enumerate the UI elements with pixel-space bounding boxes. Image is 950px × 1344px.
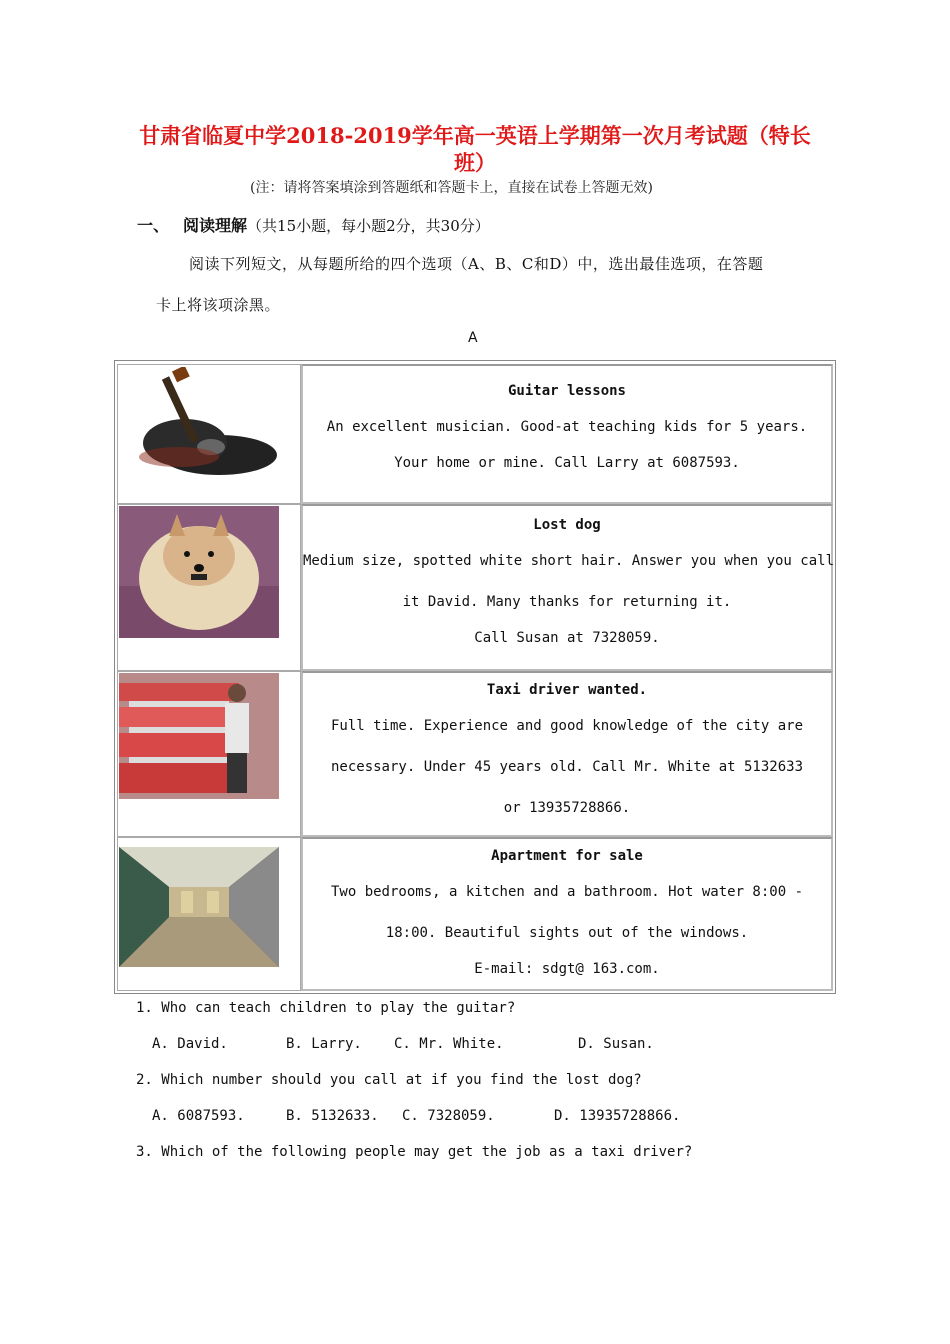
section-detail: （共15小题，每小题2分，共30分） xyxy=(247,217,490,235)
dog-icon xyxy=(119,506,279,638)
ad-heading: Guitar lessons xyxy=(507,383,626,399)
ad-text-cell xyxy=(301,671,833,837)
question-3: 3. Which of the following people may get the job as a taxi driver? xyxy=(136,1144,693,1160)
ad-image-cell xyxy=(117,504,301,671)
ad-line: Two bedrooms, a kitchen and a bathroom. Hot water 8:00 - xyxy=(330,884,803,900)
option-a: A. David. xyxy=(152,1036,228,1052)
ad-heading: Apartment for sale xyxy=(491,848,643,864)
ad-line: Full time. Experience and good knowledge of the city are xyxy=(330,718,803,734)
ad-row-apartment xyxy=(115,837,835,991)
ad-row-guitar xyxy=(115,364,835,504)
instructions-line-2: 卡上将该项涂黑。 xyxy=(156,296,281,314)
document-title: 甘肃省临夏中学2018-2019学年高一英语上学期第一次月考试题（特长班） xyxy=(139,123,811,175)
question-1-options xyxy=(0,1036,950,1056)
exam-note: (注：请将答案填涂到答题纸和答题卡上，直接在试卷上答题无效) xyxy=(250,180,653,196)
passage-label: A xyxy=(468,330,478,346)
option-a: A. 6087593. xyxy=(152,1108,245,1124)
ad-image-cell xyxy=(117,364,301,504)
taxi-icon xyxy=(119,673,279,799)
ad-line: An excellent musician. Good-at teaching kids for 5 years. xyxy=(326,419,808,435)
ad-line: Medium size, spotted white short hair. Answer you when you call xyxy=(303,553,835,569)
ad-line: E-mail: sdgt@ 163.com. xyxy=(474,961,660,977)
ad-image-cell xyxy=(117,837,301,991)
section-number: 一、 xyxy=(137,216,170,235)
option-c: C. Mr. White. xyxy=(394,1036,504,1052)
guitar-icon xyxy=(119,367,279,485)
ad-line: Your home or mine. Call Larry at 6087593. xyxy=(394,455,740,471)
section-heading xyxy=(137,213,490,236)
option-d: D. Susan. xyxy=(578,1036,654,1052)
instructions-line-1: 阅读下列短文，从每题所给的四个选项（A、B、C和D）中，选出最佳选项，在答题 xyxy=(189,255,764,273)
ad-text-cell xyxy=(301,504,833,671)
ad-image-cell xyxy=(117,671,301,837)
ad-text-cell xyxy=(301,837,833,991)
option-b: B. Larry. xyxy=(286,1036,362,1052)
apartment-icon xyxy=(119,847,279,967)
question-1: 1. Who can teach children to play the guitar? xyxy=(136,1000,516,1016)
question-2-options xyxy=(0,1108,950,1128)
question-2: 2. Which number should you call at if you find the lost dog? xyxy=(136,1072,642,1088)
ad-text-cell xyxy=(301,364,833,504)
ad-row-dog xyxy=(115,504,835,671)
ad-line: or 13935728866. xyxy=(503,800,631,816)
ads-table xyxy=(114,360,836,994)
ad-line: necessary. Under 45 years old. Call Mr. White at 5132633 xyxy=(330,759,803,775)
option-d: D. 13935728866. xyxy=(554,1108,681,1124)
ad-heading: Taxi driver wanted. xyxy=(486,682,648,698)
ad-line: 18:00. Beautiful sights out of the windows. xyxy=(385,925,749,941)
ad-line: it David. Many thanks for returning it. xyxy=(402,594,732,610)
ad-heading: Lost dog xyxy=(533,517,601,533)
ad-line: Call Susan at 7328059. xyxy=(474,630,660,646)
option-c: C. 7328059. xyxy=(402,1108,495,1124)
ad-row-taxi xyxy=(115,671,835,837)
section-name: 阅读理解 xyxy=(183,216,248,235)
option-b: B. 5132633. xyxy=(286,1108,379,1124)
